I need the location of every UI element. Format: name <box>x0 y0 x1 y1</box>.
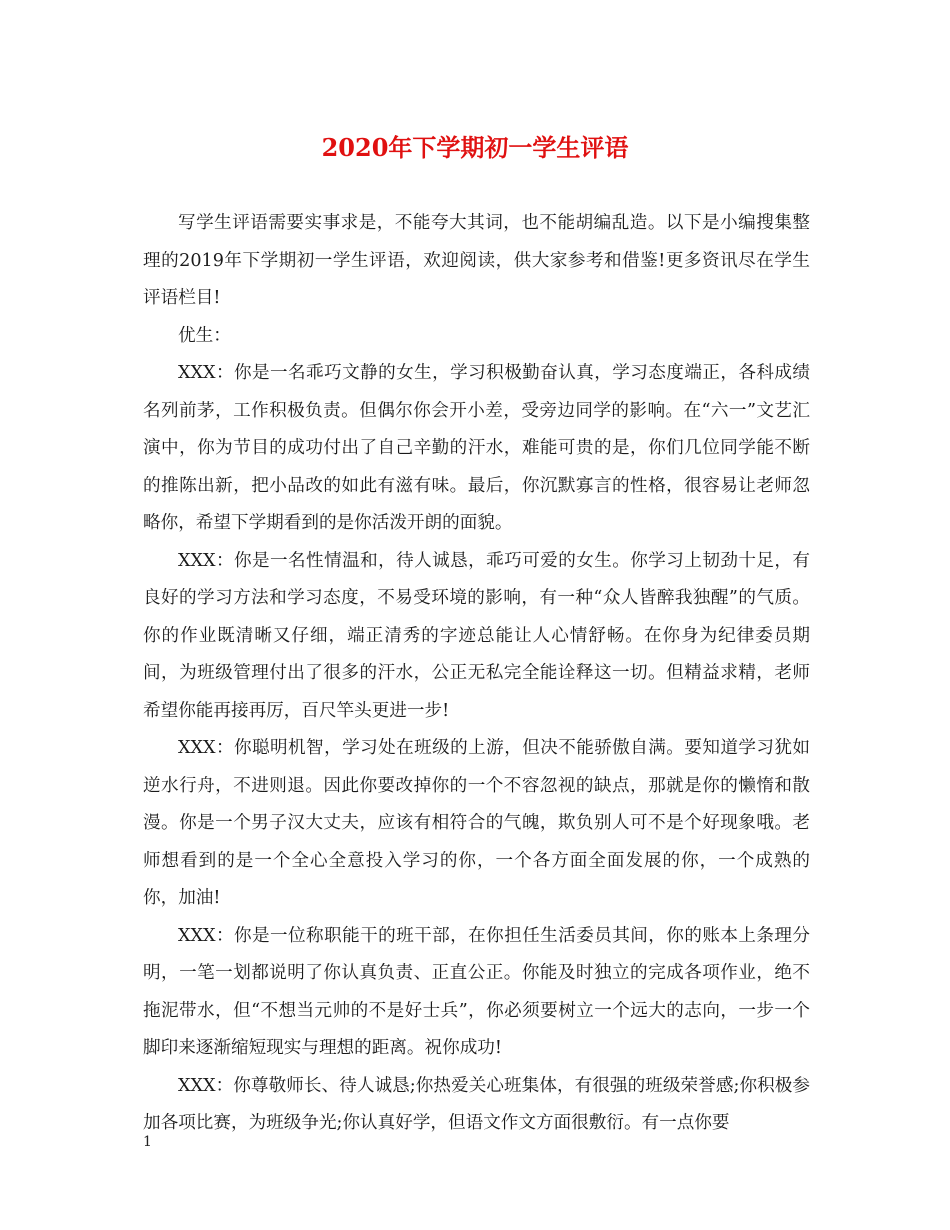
document-title: 2020年下学期初一学生评语 <box>321 133 629 162</box>
section-heading-excellent-students: 优生： <box>178 325 231 346</box>
comment-paragraph: XXX：你是一名乖巧文静的女生，学习积极勤奋认真，学习态度端正，各科成绩名列前茅，工作积极负责。但偶尔你会开小差，受旁边同学的影响。在“六一”文艺汇演中，你为节目的成功付出了自己辛勤的汗水，难能可贵的是，你们几位同学能不断的推陈出新，把小品改的如此有滋有味。最后，你沉默寡言的性格，很容易让老师忽略你，希望下学期看到的是你活泼开朗的面貌。 <box>143 363 810 533</box>
comment-paragraph: XXX：你聪明机智，学习处在班级的上游，但决不能骄傲自满。要知道学习犹如逆水行舟，不进则退。因此你要改掉你的一个不容忽视的缺点，那就是你的懒惰和散漫。你是一个男子汉大丈夫，应该有相符合的气魄，欺负别人可不是个好现象哦。老师想看到的是一个全心全意投入学习的你，一个各方面全面发展的你，一个成熟的你，加油! <box>143 738 810 908</box>
intro-paragraph: 写学生评语需要实事求是，不能夸大其词，也不能胡编乱造。以下是小编搜集整理的2019年下学期初一学生评语，欢迎阅读，供大家参考和借鉴!更多资讯尽在学生评语栏目! <box>143 213 810 308</box>
page-number: 1 <box>143 1134 152 1150</box>
comment-paragraph: XXX：你尊敬师长、待人诚恳;你热爱关心班集体，有很强的班级荣誉感;你积极参加各项比赛，为班级争光;你认真好学，但语文作文方面很敷衍。有一点你要 <box>143 1075 810 1133</box>
comment-paragraph: XXX：你是一名性情温和，待人诚恳，乖巧可爱的女生。你学习上韧劲十足，有良好的学习方法和学习态度，不易受环境的影响，有一种“众人皆醉我独醒”的气质。你的作业既清晰又仔细，端正清秀的字迹总能让人心情舒畅。在你身为纪律委员期间，为班级管理付出了很多的汗水，公正无私完全能诠释这一切。但精益求精，老师希望你能再接再厉，百尺竿头更进一步! <box>143 550 810 721</box>
comment-paragraph: XXX：你是一位称职能干的班干部，在你担任生活委员其间，你的账本上条理分明，一笔一划都说明了你认真负责、正直公正。你能及时独立的完成各项作业，绝不拖泥带水，但“不想当元帅的不是好士兵”，你必须要树立一个远大的志向，一步一个脚印来逐渐缩短现实与理想的距离。祝你成功! <box>143 925 810 1058</box>
document-body <box>143 205 810 1143</box>
